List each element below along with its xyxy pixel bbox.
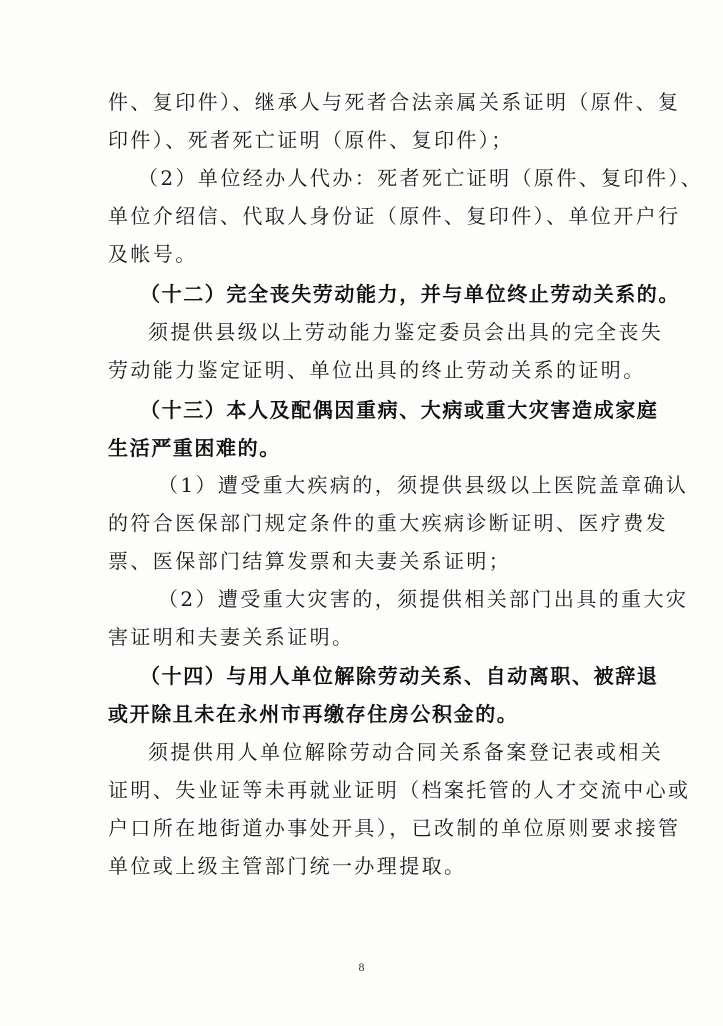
- paragraph-line: 户口所在地街道办事处开具），已改制的单位原则要求接管: [108, 816, 681, 840]
- paragraph-line: 须提供县级以上劳动能力鉴定委员会出具的完全丧失: [148, 320, 664, 344]
- paragraph-line: 劳动能力鉴定证明、单位出具的终止劳动关系的证明。: [108, 358, 646, 382]
- paragraph-line: （2）遭受重大灾害的，须提供相关部门出具的重大灾: [158, 587, 689, 611]
- paragraph-line: 票、医保部门结算发票和夫妻关系证明；: [108, 549, 512, 573]
- paragraph-line: 印件）、死者死亡证明（原件、复印件）；: [108, 128, 514, 152]
- paragraph-line: 害证明和夫妻关系证明。: [108, 625, 355, 649]
- paragraph-line: 单位介绍信、代取人身份证（原件、复印件）、单位开户行: [108, 204, 681, 228]
- paragraph-line: 的符合医保部门规定条件的重大疾病诊断证明、医疗费发: [108, 511, 668, 535]
- paragraph-line: 单位或上级主管部门统一办理提取。: [108, 854, 467, 878]
- section-heading: （十三）本人及配偶因重病、大病或重大灾害造成家庭: [140, 398, 659, 422]
- paragraph-line: 及帐号。: [108, 242, 198, 266]
- paragraph-line: （2）单位经办人代办：死者死亡证明（原件、复印件）、: [138, 166, 704, 190]
- paragraph-line: 须提供用人单位解除劳动合同关系备案登记表或相关: [148, 740, 664, 764]
- section-heading: 生活严重困难的。: [108, 436, 281, 460]
- section-heading: （十四）与用人单位解除劳动关系、自动离职、被辞退: [140, 664, 659, 688]
- paragraph-line: 件、复印件）、继承人与死者合法亲属关系证明（原件、复: [108, 90, 681, 114]
- section-heading: 或开除且未在永州市再缴存住房公积金的。: [108, 702, 519, 726]
- section-heading: （十二）完全丧失劳动能力，并与单位终止劳动关系的。: [140, 282, 680, 306]
- page-number: 8: [358, 960, 365, 974]
- paragraph-line: （1）遭受重大疾病的，须提供县级以上医院盖章确认: [158, 473, 689, 497]
- paragraph-line: 证明、失业证等未再就业证明（档案托管的人才交流中心或: [108, 778, 691, 802]
